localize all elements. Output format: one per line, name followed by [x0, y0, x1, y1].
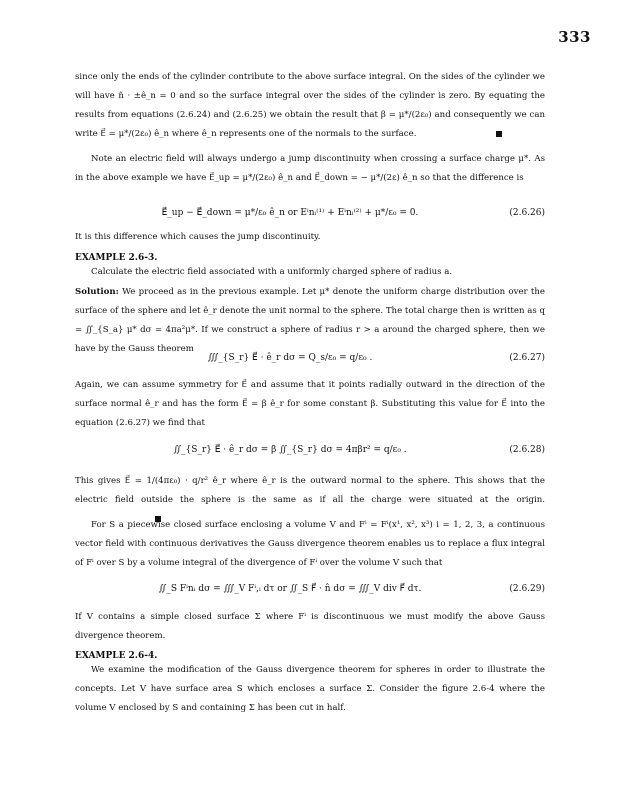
paragraph-jump-discontinuity: Note an electric field will always undergo a jump discontinuity when crossing a surface charge μ*. As in the above example we have E⃗_up = μ*/(2ε₀) ê_n and E⃗_down = − μ*/(2ε) ê_n so that the difference is — [75, 154, 545, 183]
equation-number: (2.6.26) — [509, 208, 545, 218]
equation-2-6-28 — [75, 437, 545, 467]
equation-body: ∭_{S_r} E⃗ · ê_r dσ = Q_s/ε₀ = q/ε₀ . — [207, 353, 373, 363]
equation-2-6-26 — [75, 200, 545, 230]
solution-label: Solution: — [75, 287, 119, 297]
equation-2-6-27 — [75, 345, 545, 375]
paragraph-text: since only the ends of the cylinder contribute to the above surface integral. On the sides of the cylinder we will have n̂ · ±ê_n = 0 and so the surface integral over the sides of the cylinder is zero. By equating the results from equations (2.6.24) and (2.6.25) we obtain the result that β = μ*/(2ε₀) and consequently we can write E⃗ = μ*/(2ε₀) ê_n where ê_n represents one of the normals to the surface. — [75, 72, 545, 139]
equation-body: ∬_S Fⁱnᵢ dσ = ∭_V Fⁱ,ᵢ dτ or ∬_S F⃗ · n̂ dσ = ∭_V div F⃗ dτ. — [158, 584, 422, 594]
paragraph-text: We proceed as in the previous example. Let μ* denote the uniform charge distribution over the surface of the sphere and let ê_r denote the unit normal to the sphere. The total charge then is written as q = ∬_{S_a} μ* dσ = 4πa²μ*. If we construct a sphere of radius r > a around the charged sphere, then we have by the Gauss theorem — [75, 287, 545, 354]
equation-2-6-29 — [75, 576, 545, 606]
paragraph-spheres: We examine the modification of the Gauss divergence theorem for spheres in order to illustrate the concepts. Let V have surface area S which encloses a surface Σ. Consider the figure 2.6-4 where the volume V enclosed by S and containing Σ has been cut in half. — [75, 665, 545, 713]
equation-body: E⃗_up − E⃗_down = μ*/ε₀ ê_n or Eⁱnᵢ⁽¹⁾ + Eⁱnᵢ⁽²⁾ + μ*/ε₀ = 0. — [161, 208, 419, 218]
end-of-proof-square — [496, 131, 502, 137]
equation-number: (2.6.29) — [509, 584, 545, 594]
paragraph-symmetry: Again, we can assume symmetry for E⃗ and assume that it points radially outward in the direction of the surface normal ê_r and has the form E⃗ = β ê_r for some constant β. Substituting this value for E⃗ into the equation (2.6.27) we find that — [75, 380, 545, 428]
paragraph-cylinder-result — [75, 68, 545, 144]
equation-body: ∬_{S_r} E⃗ · ê_r dσ = β ∬_{S_r} dσ = 4πβr² = q/ε₀ . — [173, 445, 407, 455]
equation-number: (2.6.28) — [509, 445, 545, 455]
equation-number: (2.6.27) — [509, 353, 545, 363]
paragraph-difference: It is this difference which causes the jump discontinuity. — [75, 232, 321, 242]
paragraph-gauss-divergence: For S a piecewise closed surface enclosing a volume V and Fⁱ = Fⁱ(x¹, x², x³) i = 1, 2, 3, a continuous vector field with continuous derivatives the Gauss divergence theorem enables us to replace a flux integral of Fⁱ over S by a volume integral of the divergence of Fⁱ over the volume V such that — [75, 520, 545, 568]
example-2-6-3-heading: EXAMPLE 2.6-3. — [75, 253, 158, 263]
example-2-6-3-task: Calculate the electric field associated with a uniformly charged sphere of radius a. — [91, 267, 453, 277]
example-2-6-4-heading: EXAMPLE 2.6-4. — [75, 651, 158, 661]
paragraph-text: This gives E⃗ = 1/(4πε₀) · q/r² ê_r where ê_r is the outward normal to the sphere. This shows that the electric field outside the sphere is the same as if all the charge were situated at the origin. — [75, 476, 545, 505]
paragraph-discontinuity: If V contains a simple closed surface Σ where Fⁱ is discontinuous we must modify the above Gauss divergence theorem. — [75, 612, 545, 641]
page-number: 333 — [558, 28, 591, 46]
